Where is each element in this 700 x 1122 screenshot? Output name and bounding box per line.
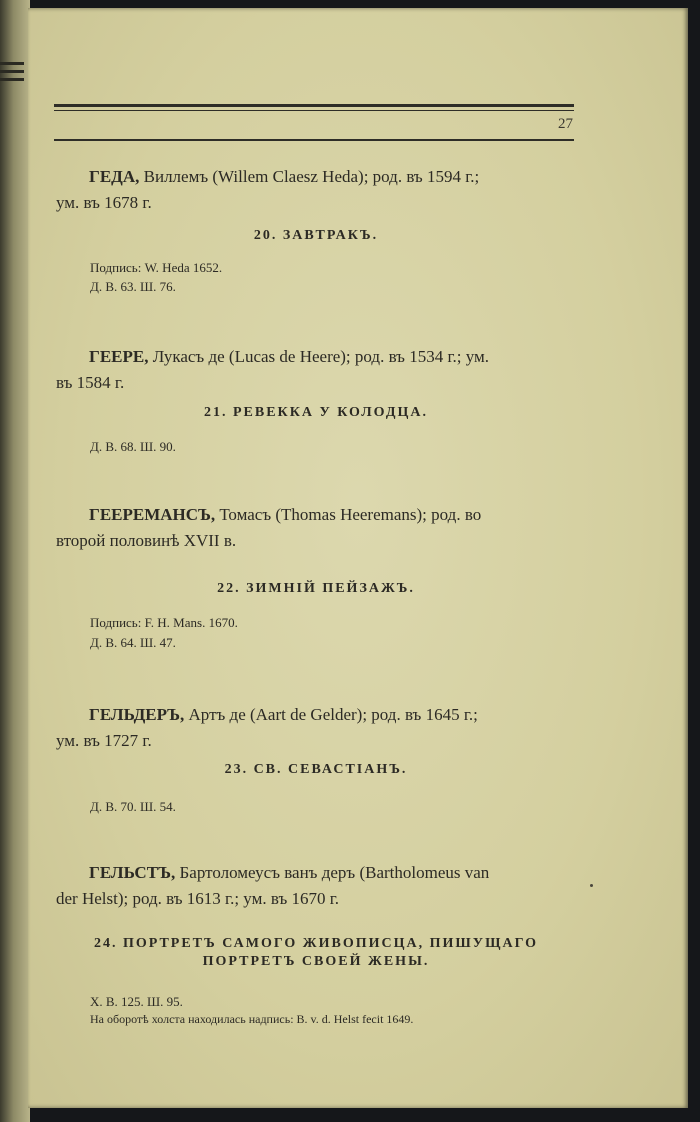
artist-entry-helst	[56, 860, 576, 886]
painting-title: 22. ЗИМНІЙ ПЕЙЗАЖЪ.	[217, 581, 415, 596]
painting-dimensions: Х. В. 125. Ш. 95.	[90, 994, 183, 1009]
previous-page-rule	[0, 70, 24, 73]
artist-details-continued: въ 1584 г.	[56, 373, 125, 392]
painting-inscription-note: На оборотѣ холста находилась надпись: B. v. d. Helst fecit 1649.	[90, 1012, 414, 1026]
painting-dimensions: Д. В. 68. Ш. 90.	[90, 439, 176, 454]
artist-entry-gelder	[56, 702, 576, 728]
painting-dimensions: Д. В. 64. Ш. 47.	[90, 635, 176, 650]
artist-details: Томасъ (Thomas Heeremans); род. во	[219, 505, 482, 524]
artist-name: ГЕЛЬДЕРЪ,	[89, 705, 185, 724]
paper-speck	[590, 884, 593, 887]
painting-signature: Подпись: F. H. Mans. 1670.	[90, 615, 238, 630]
painting-title: 20. ЗАВТРАКЪ.	[253, 228, 379, 243]
artist-name: ГЕЕРЕ,	[89, 347, 149, 366]
artist-entry-heeremans	[56, 502, 576, 528]
artist-entry-heda	[56, 164, 576, 190]
header-rule-thick	[54, 104, 574, 107]
painting-title: 21. РЕВЕККА У КОЛОДЦА.	[203, 405, 428, 420]
artist-name: ГЕЕРЕМАНСЪ,	[89, 505, 216, 524]
previous-page-rule	[0, 78, 24, 81]
header-rule-thin	[54, 110, 574, 111]
header-rule-bottom	[54, 139, 574, 141]
painting-title-continued: ПОРТРЕТЪ СВОЕЙ ЖЕНЫ.	[202, 954, 430, 969]
artist-details: Артъ де (Aart de Gelder); род. въ 1645 г.;	[188, 705, 478, 724]
artist-details-continued: второй половинѣ XVII в.	[56, 531, 237, 550]
previous-page-rule	[0, 62, 24, 65]
artist-name: ГЕДА,	[89, 167, 140, 186]
artist-details-continued: ум. въ 1727 г.	[56, 731, 152, 750]
book-page	[28, 8, 688, 1108]
artist-details: Виллемъ (Willem Claesz Heda); род. въ 1594 г.;	[143, 167, 480, 186]
artist-details-continued: der Helst); род. въ 1613 г.; ум. въ 1670 г.	[56, 889, 340, 908]
painting-dimensions: Д. В. 63. Ш. 76.	[90, 279, 176, 294]
artist-entry-heere	[56, 344, 576, 370]
artist-name: ГЕЛЬСТЪ,	[89, 863, 176, 882]
page-number: 27	[558, 116, 573, 132]
previous-page-edge	[0, 0, 30, 1122]
artist-details: Бартоломеусъ ванъ деръ (Bartholomeus van	[179, 863, 490, 882]
painting-signature: Подпись: W. Heda 1652.	[90, 260, 223, 275]
painting-dimensions: Д. В. 70. Ш. 54.	[90, 799, 176, 814]
painting-title: 23. СВ. СЕВАСТІАНЪ.	[224, 762, 408, 777]
artist-details-continued: ум. въ 1678 г.	[56, 193, 152, 212]
painting-title: 24. ПОРТРЕТЪ САМОГО ЖИВОПИСЦА, ПИШУЩАГО	[93, 936, 539, 951]
artist-details: Лукасъ де (Lucas de Heere); род. въ 1534 г.; ум.	[152, 347, 490, 366]
